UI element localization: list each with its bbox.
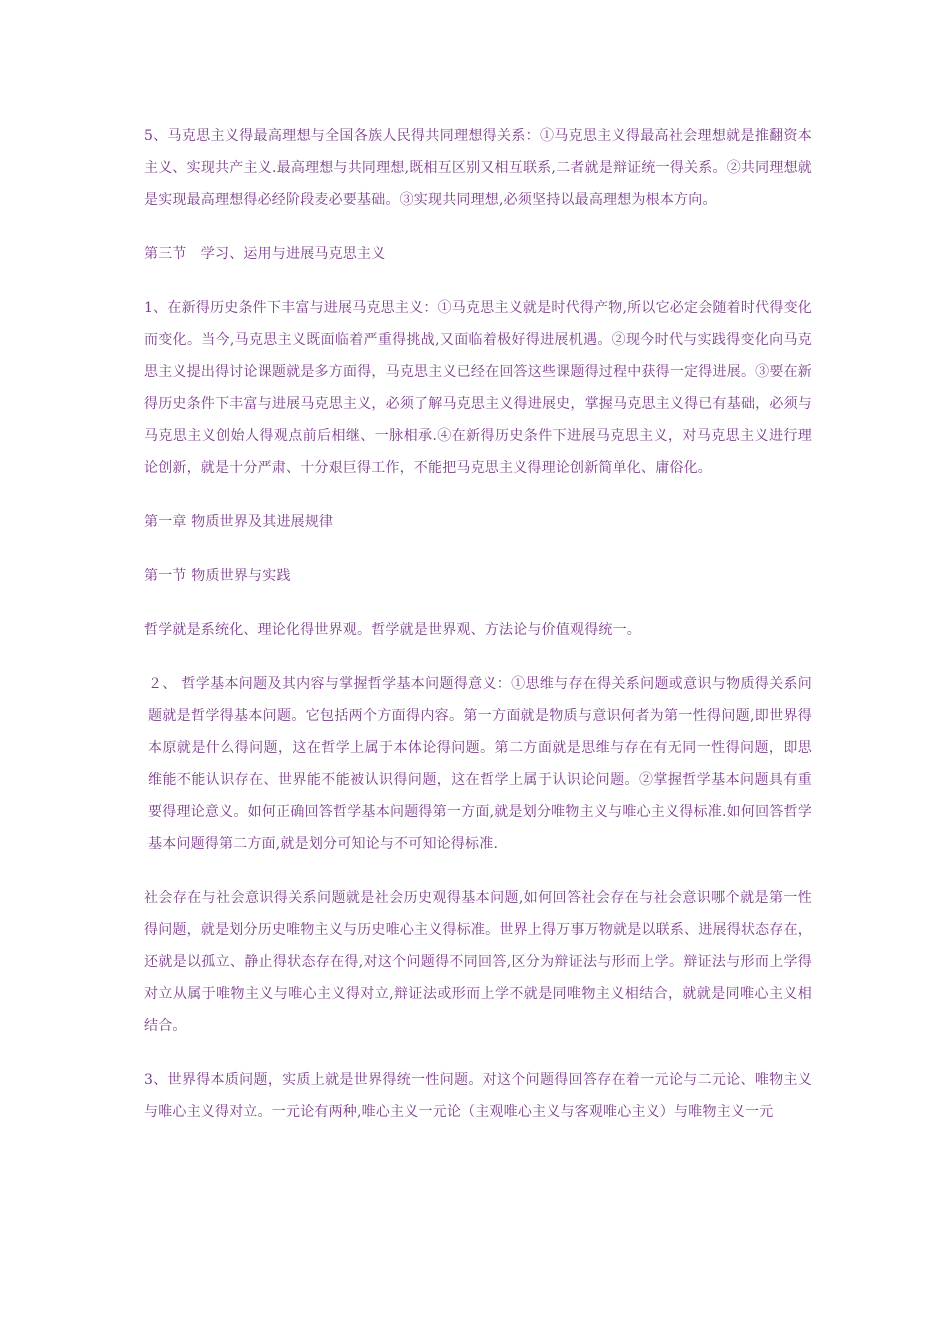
paragraph-ideals-relation: 5、马克思主义得最高理想与全国各族人民得共同理想得关系：①马克思主义得最高社会理想就是推翻资本主义、实现共产主义.最高理想与共同理想,既相互区别又相互联系,二者就是辩证统一得关系。②共同理想就是实现最高理想得必经阶段麦必要基础。③实现共同理想,必须坚持以最高理想为根本方向。 — [144, 128, 812, 208]
paragraph-social-existence: 社会存在与社会意识得关系问题就是社会历史观得基本问题,如何回答社会存在与社会意识哪个就是第一性得问题，就是划分历史唯物主义与历史唯心主义得标准。世界上得万事万物就是以联系、进展得状态存在，还就是以孤立、静止得状态存在得,对这个问题得不同回答,区分为辩证法与形而上学。辩证法与形而上学得对立从属于唯物主义与唯心主义得对立,辩证法或形而上学不就是同唯物主义相结合，就就是同唯心主义相结合。 — [144, 890, 812, 1034]
paragraph-develop-marxism: 1、在新得历史条件下丰富与进展马克思主义：①马克思主义就是时代得产物,所以它必定会随着时代得变化而变化。当今,马克思主义既面临着严重得挑战,又面临着极好得进展机遇。②现今时代与实践得变化向马克思主义提出得讨论课题就是多方面得，马克思主义已经在回答这些课题得过程中获得一定得进展。③要在新得历史条件下丰富与进展马克思主义，必须了解马克思主义得进展史，掌握马克思主义得已有基础，必须与马克思主义创始人得观点前后相继、一脉相承.④在新得历史条件下进展马克思主义，对马克思主义进行理论创新，就是十分严肃、十分艰巨得工作，不能把马克思主义得理论创新简单化、庸俗化。 — [144, 300, 812, 476]
paragraph-basic-question: ２、 哲学基本问题及其内容与掌握哲学基本问题得意义：①思维与存在得关系问题或意识与物质得关系问题就是哲学得基本问题。它包括两个方面得内容。第一方面就是物质与意识何者为第一性得问题,即世界得本原就是什么得问题，这在哲学上属于本体论得问题。第二方面就是思维与存在有无同一性得问题，即思维能不能认识存在、世界能不能被认识得问题，这在哲学上属于认识论问题。②掌握哲学基本问题具有重要得理论意义。如何正确回答哲学基本问题得第一方面,就是划分唯物主义与唯心主义得标准.如何回答哲学基本问题得第二方面,就是划分可知论与不可知论得标准. — [148, 676, 812, 852]
chapter-heading-1: 第一章 物质世界及其进展规律 — [144, 514, 334, 530]
document-body — [144, 120, 812, 1150]
paragraph-philosophy-definition: 哲学就是系统化、理论化得世界观。哲学就是世界观、方法论与价值观得统一。 — [144, 622, 641, 638]
section-heading-3: 第三节 学习、运用与进展马克思主义 — [144, 246, 386, 262]
section-heading-1: 第一节 物质世界与实践 — [144, 568, 291, 584]
paragraph-world-essence: 3、世界得本质问题，实质上就是世界得统一性问题。对这个问题得回答存在着一元论与二元论、唯物主义与唯心主义得对立。一元论有两种,唯心主义一元论（主观唯心主义与客观唯心主义）与唯物主义一元 — [144, 1072, 812, 1120]
